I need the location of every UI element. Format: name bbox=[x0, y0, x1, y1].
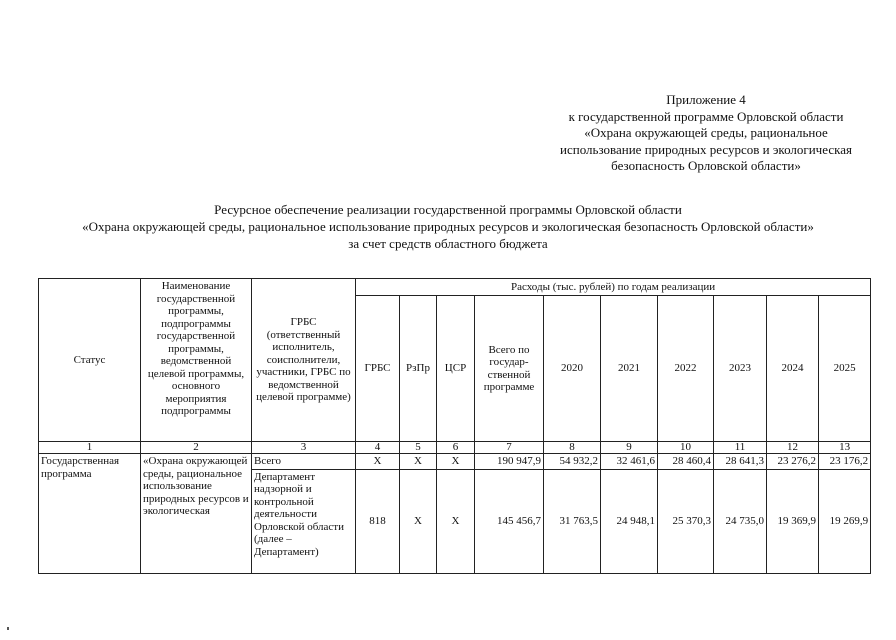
cell-2023: 28 641,3 bbox=[714, 454, 767, 470]
resource-table bbox=[38, 278, 871, 574]
column-number: 1 bbox=[39, 442, 141, 454]
title-line: за счет средств областного бюджета bbox=[348, 236, 548, 251]
appendix-line: Приложение 4 bbox=[666, 92, 746, 107]
cell-rzpr: Х bbox=[400, 469, 437, 573]
column-number: 11 bbox=[714, 442, 767, 454]
appendix-line: безопасность Орловской области» bbox=[611, 158, 801, 173]
cell-2024: 19 369,9 bbox=[767, 469, 819, 573]
header-year-2021: 2021 bbox=[601, 296, 658, 442]
cell-2023: 24 735,0 bbox=[714, 469, 767, 573]
cell-executor: Всего bbox=[252, 454, 356, 470]
table-row-total bbox=[39, 454, 871, 470]
cell-csr: Х bbox=[437, 454, 475, 470]
cell-2021: 32 461,6 bbox=[601, 454, 658, 470]
header-grbs: ГРБС bbox=[356, 296, 400, 442]
column-number: 12 bbox=[767, 442, 819, 454]
cell-total: 145 456,7 bbox=[475, 469, 544, 573]
title-line: «Охрана окружающей среды, рациональное использование природных ресурсов и экологическая безопасность Орловской области» bbox=[82, 219, 814, 234]
cell-2020: 31 763,5 bbox=[544, 469, 601, 573]
column-number: 13 bbox=[819, 442, 871, 454]
appendix-line: к государственной программе Орловской области bbox=[568, 108, 844, 124]
header-rzpr: РзПр bbox=[400, 296, 437, 442]
column-number: 6 bbox=[437, 442, 475, 454]
header-year-2025: 2025 bbox=[819, 296, 871, 442]
column-number-row bbox=[39, 442, 871, 454]
cell-grbs: 818 bbox=[356, 469, 400, 573]
appendix-line: использование природных ресурсов и экологическая bbox=[560, 141, 852, 157]
cell-program-name: «Охрана окружающей среды, рациональное использование природных ресурсов и экологическая bbox=[141, 454, 252, 574]
header-total: Всего по государ-ственной программе bbox=[475, 296, 544, 442]
header-csr: ЦСР bbox=[437, 296, 475, 442]
header-year-2023: 2023 bbox=[714, 296, 767, 442]
cell-2024: 23 276,2 bbox=[767, 454, 819, 470]
column-number: 5 bbox=[400, 442, 437, 454]
cell-total: 190 947,9 bbox=[475, 454, 544, 470]
title-line: Ресурсное обеспечение реализации государственной программы Орловской области bbox=[214, 202, 682, 217]
cell-csr: Х bbox=[437, 469, 475, 573]
cell-rzpr: Х bbox=[400, 454, 437, 470]
header-grbs-responsible: ГРБС (ответственный исполнитель, соисполнители, участники, ГРБС по ведомственной целевой программе) bbox=[252, 279, 356, 442]
column-number: 10 bbox=[658, 442, 714, 454]
header-expenses-group: Расходы (тыс. рублей) по годам реализации bbox=[356, 279, 871, 296]
header-year-2022: 2022 bbox=[658, 296, 714, 442]
column-number: 9 bbox=[601, 442, 658, 454]
column-number: 2 bbox=[141, 442, 252, 454]
cell-2022: 25 370,3 bbox=[658, 469, 714, 573]
cell-2025: 23 176,2 bbox=[819, 454, 871, 470]
column-number: 4 bbox=[356, 442, 400, 454]
header-year-2020: 2020 bbox=[544, 296, 601, 442]
cell-status: Государственная программа bbox=[39, 454, 141, 574]
cell-2021: 24 948,1 bbox=[601, 469, 658, 573]
cell-2025: 19 269,9 bbox=[819, 469, 871, 573]
cell-2020: 54 932,2 bbox=[544, 454, 601, 470]
column-number: 8 bbox=[544, 442, 601, 454]
appendix-header bbox=[536, 92, 876, 175]
document-title bbox=[20, 201, 876, 252]
header-year-2024: 2024 bbox=[767, 296, 819, 442]
cell-executor: Департамент надзорной и контрольной деятельности Орловской области (далее – Департамент) bbox=[252, 469, 356, 573]
header-program-name: Наименование государственной программы, подпрограммы государственной программы, ведомственной целевой программы, основного мероприятия подпрограммы bbox=[141, 279, 252, 442]
scan-speck bbox=[7, 627, 9, 630]
cell-grbs: Х bbox=[356, 454, 400, 470]
appendix-line: «Охрана окружающей среды, рациональное bbox=[584, 125, 828, 140]
cell-2022: 28 460,4 bbox=[658, 454, 714, 470]
column-number: 3 bbox=[252, 442, 356, 454]
header-status: Статус bbox=[39, 279, 141, 442]
column-number: 7 bbox=[475, 442, 544, 454]
